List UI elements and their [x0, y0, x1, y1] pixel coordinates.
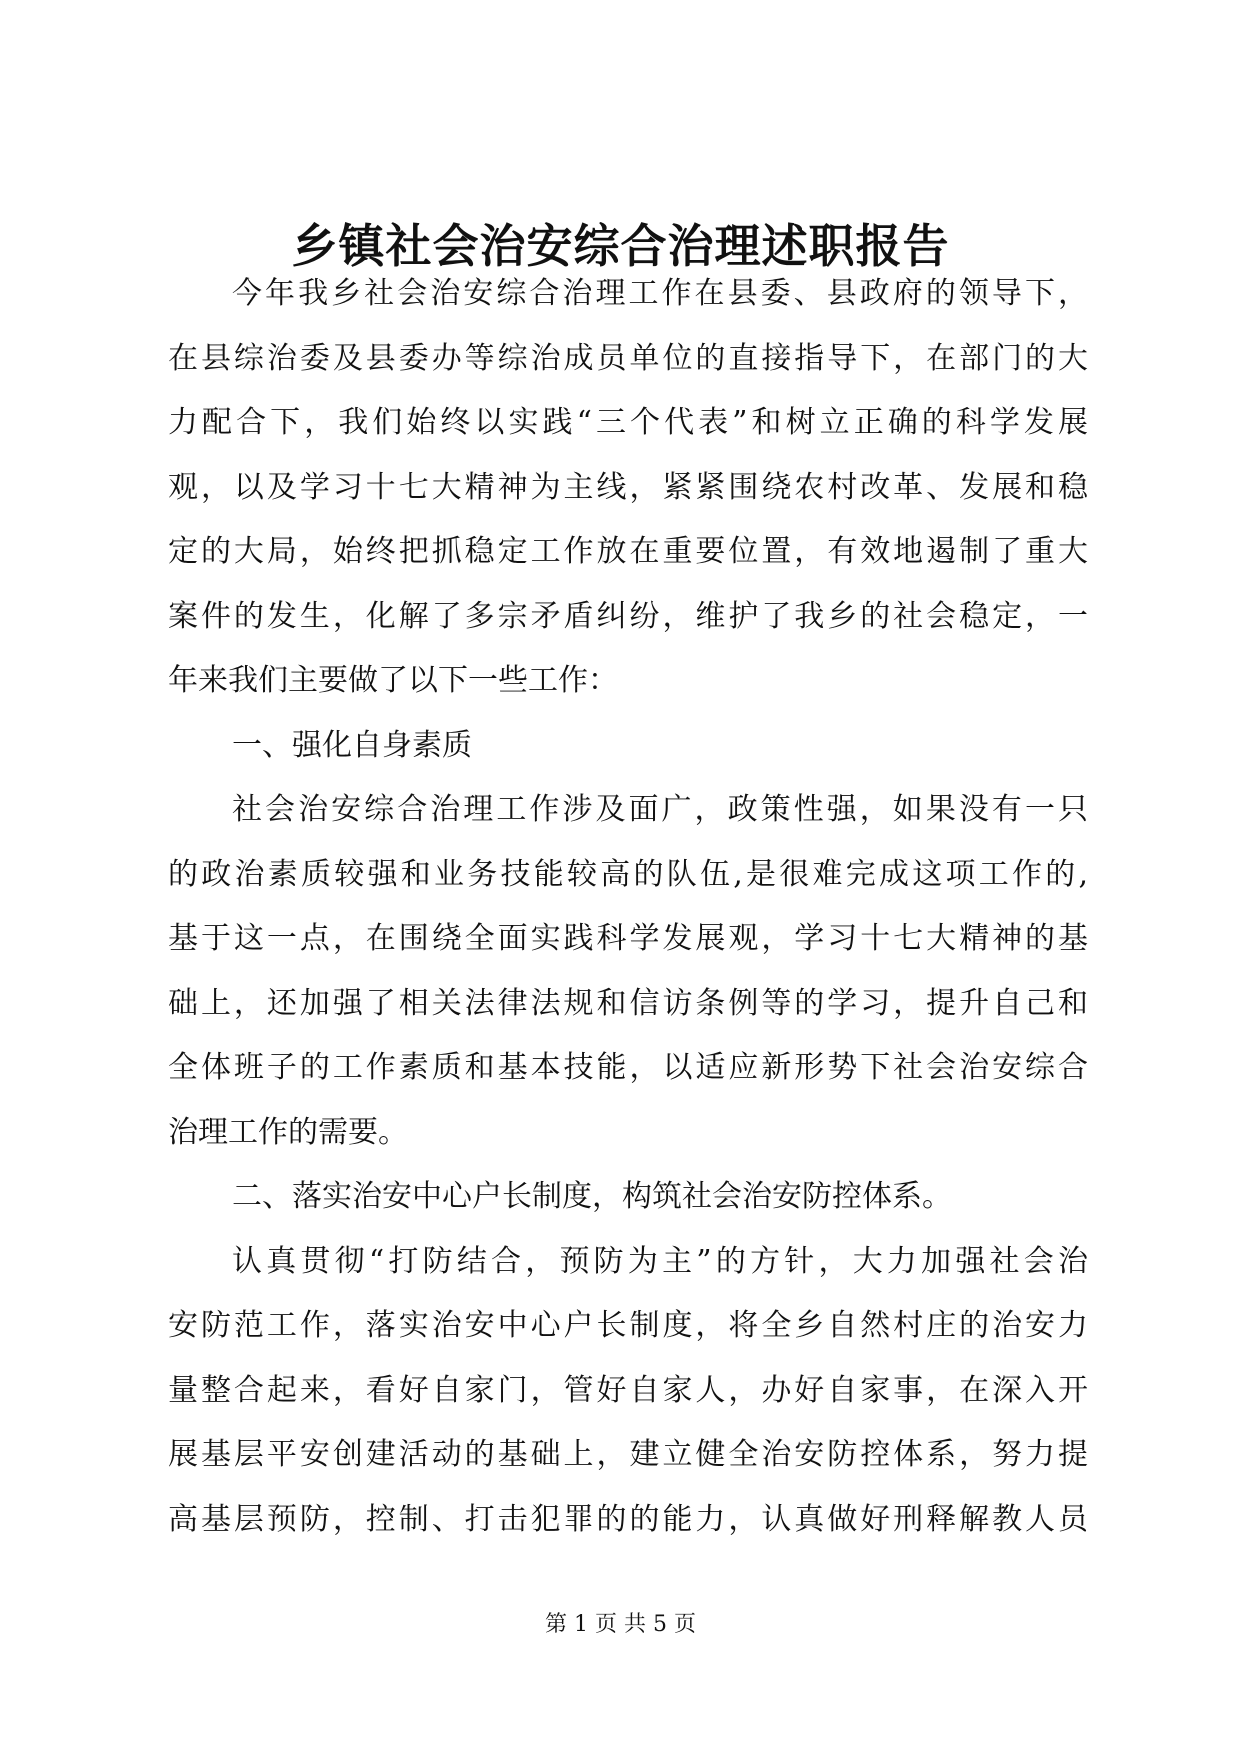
paragraph-line: 全体班子的工作素质和基本技能，以适应新形势下社会治安综合	[168, 1050, 1088, 1085]
page-number-footer: 第 1 页 共 5 页	[545, 1612, 696, 1637]
paragraph-line: 社会治安综合治理工作涉及面广，政策性强，如果没有一只	[232, 792, 1088, 827]
paragraph-line: 定的大局，始终把抓稳定工作放在重要位置，有效地遏制了重大	[168, 534, 1088, 569]
paragraph-line: 认真贯彻“打防结合，预防为主”的方针，大力加强社会治	[232, 1243, 1088, 1279]
paragraph-line: 在县综治委及县委办等综治成员单位的直接指导下，在部门的大	[168, 340, 1088, 376]
paragraph-line: 基于这一点，在围绕全面实践科学发展观，学习十七大精神的基	[168, 921, 1088, 956]
section-heading: 二、落实治安中心户长制度，构筑社会治安防控体系。	[232, 1179, 952, 1214]
paragraph-line: 治理工作的需要。	[168, 1114, 408, 1150]
paragraph-line: 础上，还加强了相关法律法规和信访条例等的学习，提升自己和	[168, 985, 1088, 1021]
paragraph-line: 今年我乡社会治安综合治理工作在县委、县政府的领导下，	[232, 276, 1088, 311]
document-title: 乡镇社会治安综合治理述职报告	[291, 219, 950, 273]
paragraph-line: 的政治素质较强和业务技能较高的队伍,是很难完成这项工作的,	[168, 856, 1088, 892]
paragraph-line: 展基层平安创建活动的基础上，建立健全治安防控体系，努力提	[168, 1437, 1088, 1472]
paragraph-line: 安防范工作，落实治安中心户长制度，将全乡自然村庄的治安力	[168, 1308, 1088, 1343]
paragraph-line: 案件的发生，化解了多宗矛盾纠纷，维护了我乡的社会稳定，一	[168, 598, 1088, 634]
paragraph-line: 高基层预防，控制、打击犯罪的的能力，认真做好刑释解教人员	[168, 1501, 1088, 1537]
paragraph-line: 年来我们主要做了以下一些工作：	[168, 663, 618, 698]
paragraph-line: 量整合起来，看好自家门，管好自家人，办好自家事，在深入开	[168, 1372, 1088, 1408]
document-body	[168, 262, 1088, 1552]
paragraph-line: 力配合下，我们始终以实践“三个代表”和树立正确的科学发展	[168, 405, 1088, 440]
paragraph-line: 观，以及学习十七大精神为主线，紧紧围绕农村改革、发展和稳	[168, 469, 1088, 505]
section-heading: 一、强化自身素质	[232, 727, 472, 763]
